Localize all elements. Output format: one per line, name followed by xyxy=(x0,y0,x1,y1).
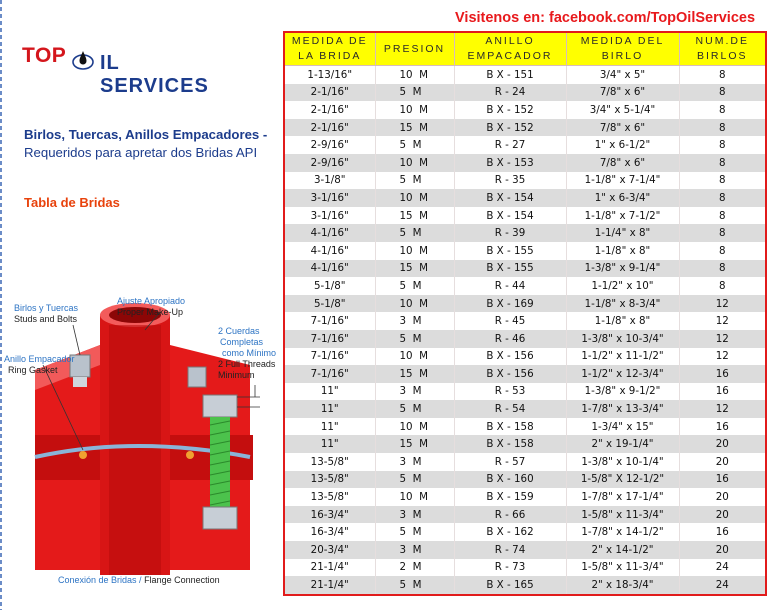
table-cell: 2" x 14-1/2" xyxy=(566,541,679,559)
table-cell: 3 M xyxy=(375,506,454,524)
table-cell: 12 xyxy=(679,348,766,366)
table-cell: B X - 158 xyxy=(454,418,566,436)
table-cell: 4-1/16" xyxy=(284,224,375,242)
table-cell: 21-1/4" xyxy=(284,576,375,595)
table-cell: 5 M xyxy=(375,471,454,489)
table-cell: 16 xyxy=(679,365,766,383)
table-cell: 16 xyxy=(679,383,766,401)
table-cell: 8 xyxy=(679,84,766,102)
table-cell: 1-3/8" x 9-1/4" xyxy=(566,260,679,278)
table-cell: B X - 153 xyxy=(454,154,566,172)
table-row xyxy=(284,189,766,207)
table-cell: 20 xyxy=(679,488,766,506)
table-cell: 8 xyxy=(679,260,766,278)
label-threads-en-1: 2 Full Threads xyxy=(218,359,276,369)
table-cell: 5 M xyxy=(375,224,454,242)
table-cell: B X - 159 xyxy=(454,488,566,506)
table-cell: 21-1/4" xyxy=(284,559,375,577)
table-row xyxy=(284,541,766,559)
table-cell: R - 66 xyxy=(454,506,566,524)
table-row xyxy=(284,559,766,577)
table-cell: 16 xyxy=(679,523,766,541)
column-header-line: ANILLO xyxy=(485,35,535,47)
table-cell: 13-5/8" xyxy=(284,488,375,506)
table-cell: 8 xyxy=(679,66,766,84)
table-cell: B X - 156 xyxy=(454,348,566,366)
table-row xyxy=(284,488,766,506)
table-cell: 1-3/4" x 15" xyxy=(566,418,679,436)
label-makeup-es: Ajuste Apropiado xyxy=(117,296,186,306)
company-logo xyxy=(22,44,222,97)
table-cell: R - 44 xyxy=(454,277,566,295)
table-cell: 11" xyxy=(284,435,375,453)
table-cell: R - 54 xyxy=(454,400,566,418)
table-cell: B X - 154 xyxy=(454,207,566,225)
table-cell: 2-1/16" xyxy=(284,101,375,119)
logo-text-services: IL SERVICES xyxy=(100,52,209,97)
flange-table xyxy=(283,31,767,596)
table-cell: 8 xyxy=(679,136,766,154)
column-header xyxy=(566,32,679,66)
table-cell: 1-5/8" x 11-3/4" xyxy=(566,506,679,524)
label-ring-en: Ring Gasket xyxy=(8,365,58,375)
table-row xyxy=(284,523,766,541)
table-cell: 12 xyxy=(679,312,766,330)
table-cell: 13-5/8" xyxy=(284,453,375,471)
table-cell: 1-1/2" x 11-1/2" xyxy=(566,348,679,366)
table-cell: 7-1/16" xyxy=(284,348,375,366)
table-row xyxy=(284,207,766,225)
table-cell: 15 M xyxy=(375,119,454,137)
table-cell: 15 M xyxy=(375,207,454,225)
table-cell: 2" x 18-3/4" xyxy=(566,576,679,595)
table-row xyxy=(284,136,766,154)
table-row xyxy=(284,418,766,436)
column-header-line: BIRLO xyxy=(601,50,644,62)
page-title xyxy=(24,126,274,162)
page-left-border xyxy=(0,0,2,610)
table-row xyxy=(284,154,766,172)
table-cell: 13-5/8" xyxy=(284,471,375,489)
label-threads-es-2: Completas xyxy=(220,337,264,347)
table-row xyxy=(284,224,766,242)
table-cell: 1-5/8" X 12-1/2" xyxy=(566,471,679,489)
table-cell: B X - 152 xyxy=(454,119,566,137)
table-cell: 4-1/16" xyxy=(284,242,375,260)
table-cell: 1-1/8" x 7-1/4" xyxy=(566,172,679,190)
table-cell: 8 xyxy=(679,154,766,172)
table-cell: 5 M xyxy=(375,172,454,190)
table-cell: B X - 152 xyxy=(454,101,566,119)
table-cell: R - 57 xyxy=(454,453,566,471)
table-cell: 2-9/16" xyxy=(284,154,375,172)
table-cell: 1" x 6-3/4" xyxy=(566,189,679,207)
table-cell: 3 M xyxy=(375,453,454,471)
oil-drop-icon xyxy=(72,48,94,70)
table-cell: R - 24 xyxy=(454,84,566,102)
table-cell: 7/8" x 6" xyxy=(566,154,679,172)
table-cell: 3 M xyxy=(375,541,454,559)
table-cell: 20-3/4" xyxy=(284,541,375,559)
title-bold: Birlos, Tuercas, Anillos Empacadores - xyxy=(24,127,268,142)
table-cell: 8 xyxy=(679,277,766,295)
table-cell: B X - 169 xyxy=(454,295,566,313)
table-cell: 10 M xyxy=(375,242,454,260)
table-cell: 1-7/8" x 13-3/4" xyxy=(566,400,679,418)
table-cell: 1-13/16" xyxy=(284,66,375,84)
label-ring-es: Anillo Empacador xyxy=(4,354,75,364)
table-row xyxy=(284,312,766,330)
table-cell: R - 27 xyxy=(454,136,566,154)
table-cell: 1-7/8" x 17-1/4" xyxy=(566,488,679,506)
table-cell: 15 M xyxy=(375,435,454,453)
logo-text-top: TOP xyxy=(22,44,67,67)
table-row xyxy=(284,330,766,348)
facebook-link[interactable]: Visitenos en: facebook.com/TopOilServices xyxy=(455,10,756,26)
table-cell: 8 xyxy=(679,189,766,207)
table-cell: 16-3/4" xyxy=(284,506,375,524)
table-cell: 1-5/8" x 11-3/4" xyxy=(566,559,679,577)
table-cell: 11" xyxy=(284,418,375,436)
table-cell: 2 M xyxy=(375,559,454,577)
table-row xyxy=(284,400,766,418)
title-normal: Requeridos para apretar dos Bridas API xyxy=(24,145,258,160)
table-cell: 10 M xyxy=(375,348,454,366)
table-cell: 16-3/4" xyxy=(284,523,375,541)
table-cell: 1-1/8" x 8" xyxy=(566,312,679,330)
table-subtitle: Tabla de Bridas xyxy=(24,195,120,210)
table-cell: 7-1/16" xyxy=(284,365,375,383)
table-cell: 5 M xyxy=(375,330,454,348)
table-cell: R - 35 xyxy=(454,172,566,190)
table-cell: 8 xyxy=(679,119,766,137)
column-header xyxy=(284,32,375,66)
table-cell: 2" x 19-1/4" xyxy=(566,435,679,453)
table-cell: 7/8" x 6" xyxy=(566,84,679,102)
table-cell: 3/4" x 5-1/4" xyxy=(566,101,679,119)
table-cell: R - 73 xyxy=(454,559,566,577)
table-cell: 3-1/8" xyxy=(284,172,375,190)
table-cell: 8 xyxy=(679,207,766,225)
table-row xyxy=(284,348,766,366)
table-cell: 15 M xyxy=(375,365,454,383)
label-studs-es: Birlos y Tuercas xyxy=(14,303,79,313)
column-header-line: PRESION xyxy=(383,42,446,55)
table-cell: 8 xyxy=(679,101,766,119)
table-cell: 5 M xyxy=(375,523,454,541)
label-connection-es: Conexión de Bridas / xyxy=(58,575,142,585)
table-cell: 10 M xyxy=(375,295,454,313)
column-header-line: EMPACADOR xyxy=(467,50,553,62)
table-cell: 3-1/16" xyxy=(284,189,375,207)
table-cell: 5 M xyxy=(375,136,454,154)
table-cell: 10 M xyxy=(375,66,454,84)
table-row xyxy=(284,295,766,313)
table-cell: B X - 162 xyxy=(454,523,566,541)
table-cell: 11" xyxy=(284,383,375,401)
label-threads-es-1: 2 Cuerdas xyxy=(218,326,260,336)
table-cell: 2-9/16" xyxy=(284,136,375,154)
table-cell: 8 xyxy=(679,172,766,190)
table-cell: 7-1/16" xyxy=(284,312,375,330)
label-makeup-en: Proper Make-Up xyxy=(117,307,184,317)
table-row xyxy=(284,435,766,453)
table-row xyxy=(284,66,766,84)
table-row xyxy=(284,172,766,190)
label-studs-en: Studs and Bolts xyxy=(14,314,78,324)
table-cell: 1-3/8" x 10-3/4" xyxy=(566,330,679,348)
table-cell: B X - 155 xyxy=(454,260,566,278)
table-body xyxy=(284,66,766,595)
table-cell: 12 xyxy=(679,295,766,313)
column-header-line: NUM.DE xyxy=(695,35,749,47)
table-cell: 1-1/8" x 8-3/4" xyxy=(566,295,679,313)
column-header xyxy=(375,32,454,66)
table-cell: 16 xyxy=(679,471,766,489)
table-cell: B X - 151 xyxy=(454,66,566,84)
table-row xyxy=(284,453,766,471)
table-cell: 24 xyxy=(679,576,766,595)
column-header-line: MEDIDA DEL xyxy=(580,35,665,47)
label-threads-en-2: Minimum xyxy=(218,370,255,380)
table-cell: 2-1/16" xyxy=(284,84,375,102)
table-cell: R - 45 xyxy=(454,312,566,330)
table-cell: B X - 160 xyxy=(454,471,566,489)
table-row xyxy=(284,576,766,595)
table-cell: B X - 156 xyxy=(454,365,566,383)
table-cell: 10 M xyxy=(375,418,454,436)
table-cell: 3-1/16" xyxy=(284,207,375,225)
table-cell: 11" xyxy=(284,400,375,418)
table-row xyxy=(284,506,766,524)
table-cell: 10 M xyxy=(375,189,454,207)
table-cell: 4-1/16" xyxy=(284,260,375,278)
table-cell: 2-1/16" xyxy=(284,119,375,137)
table-cell: 1-1/8" x 7-1/2" xyxy=(566,207,679,225)
table-cell: 1-3/8" x 9-1/2" xyxy=(566,383,679,401)
table-cell: R - 53 xyxy=(454,383,566,401)
table-cell: 3 M xyxy=(375,383,454,401)
column-header xyxy=(679,32,766,66)
table-row xyxy=(284,101,766,119)
table-cell: 3 M xyxy=(375,312,454,330)
table-cell: 1-1/4" x 8" xyxy=(566,224,679,242)
table-cell: R - 74 xyxy=(454,541,566,559)
column-header-line: MEDIDA DE xyxy=(291,35,368,47)
table-cell: 5 M xyxy=(375,576,454,595)
table-row xyxy=(284,242,766,260)
table-cell: 10 M xyxy=(375,488,454,506)
table-cell: 1-1/2" x 10" xyxy=(566,277,679,295)
table-row xyxy=(284,383,766,401)
table-cell: 12 xyxy=(679,330,766,348)
table-row xyxy=(284,365,766,383)
label-connection-en: Flange Connection xyxy=(141,575,220,585)
table-cell: 10 M xyxy=(375,154,454,172)
label-connection xyxy=(58,575,220,586)
table-cell: 1" x 6-1/2" xyxy=(566,136,679,154)
table-cell: 1-1/2" x 12-3/4" xyxy=(566,365,679,383)
table-cell: 20 xyxy=(679,435,766,453)
table-cell: 16 xyxy=(679,418,766,436)
table-row xyxy=(284,84,766,102)
table-header-row xyxy=(284,32,766,66)
column-header-line: LA BRIDA xyxy=(298,50,362,62)
table-cell: 3/4" x 5" xyxy=(566,66,679,84)
table-cell: B X - 165 xyxy=(454,576,566,595)
table-cell: 5 M xyxy=(375,84,454,102)
table-cell: 15 M xyxy=(375,260,454,278)
table-cell: B X - 155 xyxy=(454,242,566,260)
table-cell: 10 M xyxy=(375,101,454,119)
table-cell: 20 xyxy=(679,453,766,471)
table-cell: 8 xyxy=(679,242,766,260)
table-cell: B X - 154 xyxy=(454,189,566,207)
table-row xyxy=(284,277,766,295)
table-cell: 12 xyxy=(679,400,766,418)
table-cell: 1-1/8" x 8" xyxy=(566,242,679,260)
table-cell: 20 xyxy=(679,541,766,559)
table-cell: R - 46 xyxy=(454,330,566,348)
table-row xyxy=(284,471,766,489)
table-row xyxy=(284,119,766,137)
table-row xyxy=(284,260,766,278)
table-cell: 24 xyxy=(679,559,766,577)
table-cell: 5 M xyxy=(375,277,454,295)
table-cell: 5-1/8" xyxy=(284,277,375,295)
column-header-line: BIRLOS xyxy=(696,50,748,62)
table-cell: 7-1/16" xyxy=(284,330,375,348)
label-threads-es-3: como Mínimo xyxy=(222,348,277,358)
table-cell: 1-7/8" x 14-1/2" xyxy=(566,523,679,541)
table-cell: 8 xyxy=(679,224,766,242)
table-cell: 20 xyxy=(679,506,766,524)
table-cell: 7/8" x 6" xyxy=(566,119,679,137)
column-header xyxy=(454,32,566,66)
table-cell: R - 39 xyxy=(454,224,566,242)
table-cell: 5-1/8" xyxy=(284,295,375,313)
table-cell: 1-3/8" x 10-1/4" xyxy=(566,453,679,471)
table-cell: B X - 158 xyxy=(454,435,566,453)
table-cell: 5 M xyxy=(375,400,454,418)
